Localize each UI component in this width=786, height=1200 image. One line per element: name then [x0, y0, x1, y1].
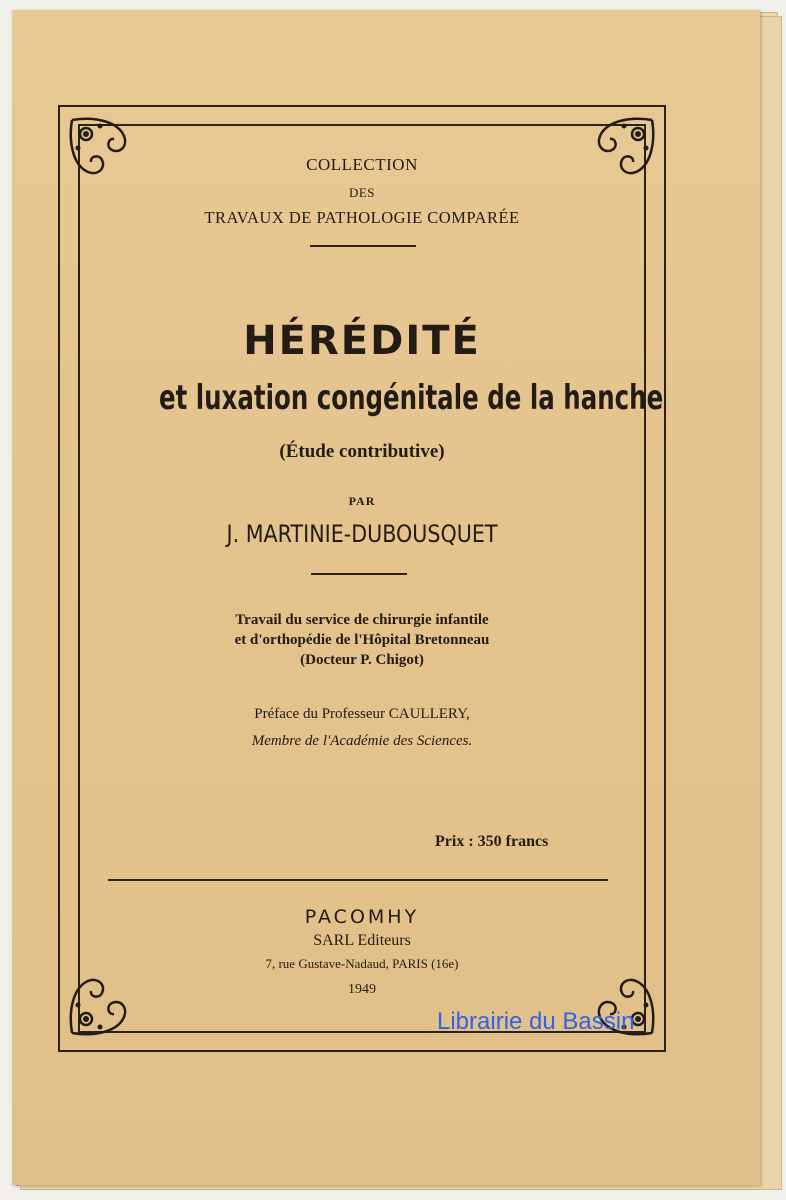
series-title: TRAVAUX DE PATHOLOGIE COMPARÉE: [204, 208, 520, 227]
des-label: DES: [348, 185, 376, 200]
divider: [108, 879, 608, 881]
collection-label: COLLECTION: [306, 155, 418, 174]
publisher-name: PACOMHY: [304, 906, 420, 928]
work-line: Travail du service de chirurgie infantile: [235, 612, 489, 628]
divider: [310, 245, 416, 247]
by-label: PAR: [348, 494, 376, 508]
author-name: J. MARTINIE-DUBOUSQUET: [226, 520, 498, 548]
work-line: (Docteur P. Chigot): [300, 652, 424, 668]
inner-border: [78, 124, 664, 1033]
publisher-type: SARL Editeurs: [313, 932, 411, 949]
seller-watermark: Librairie du Bassin: [437, 1008, 635, 1035]
book-title: HÉRÉDITÉ: [243, 318, 481, 364]
publication-year: 1949: [348, 982, 376, 997]
study-note: (Étude contributive): [279, 441, 445, 462]
publisher-address: 7, rue Gustave-Nadaud, PARIS (16e): [265, 956, 459, 971]
price-label: Prix : 350 francs: [435, 833, 549, 850]
preface-line: Préface du Professeur CAULLERY,: [254, 706, 470, 722]
work-line: et d'orthopédie de l'Hôpital Bretonneau: [234, 632, 490, 648]
divider: [311, 573, 407, 575]
preface-role: Membre de l'Académie des Sciences.: [251, 733, 473, 749]
book-subtitle: et luxation congénitale de la hanche: [158, 378, 664, 418]
